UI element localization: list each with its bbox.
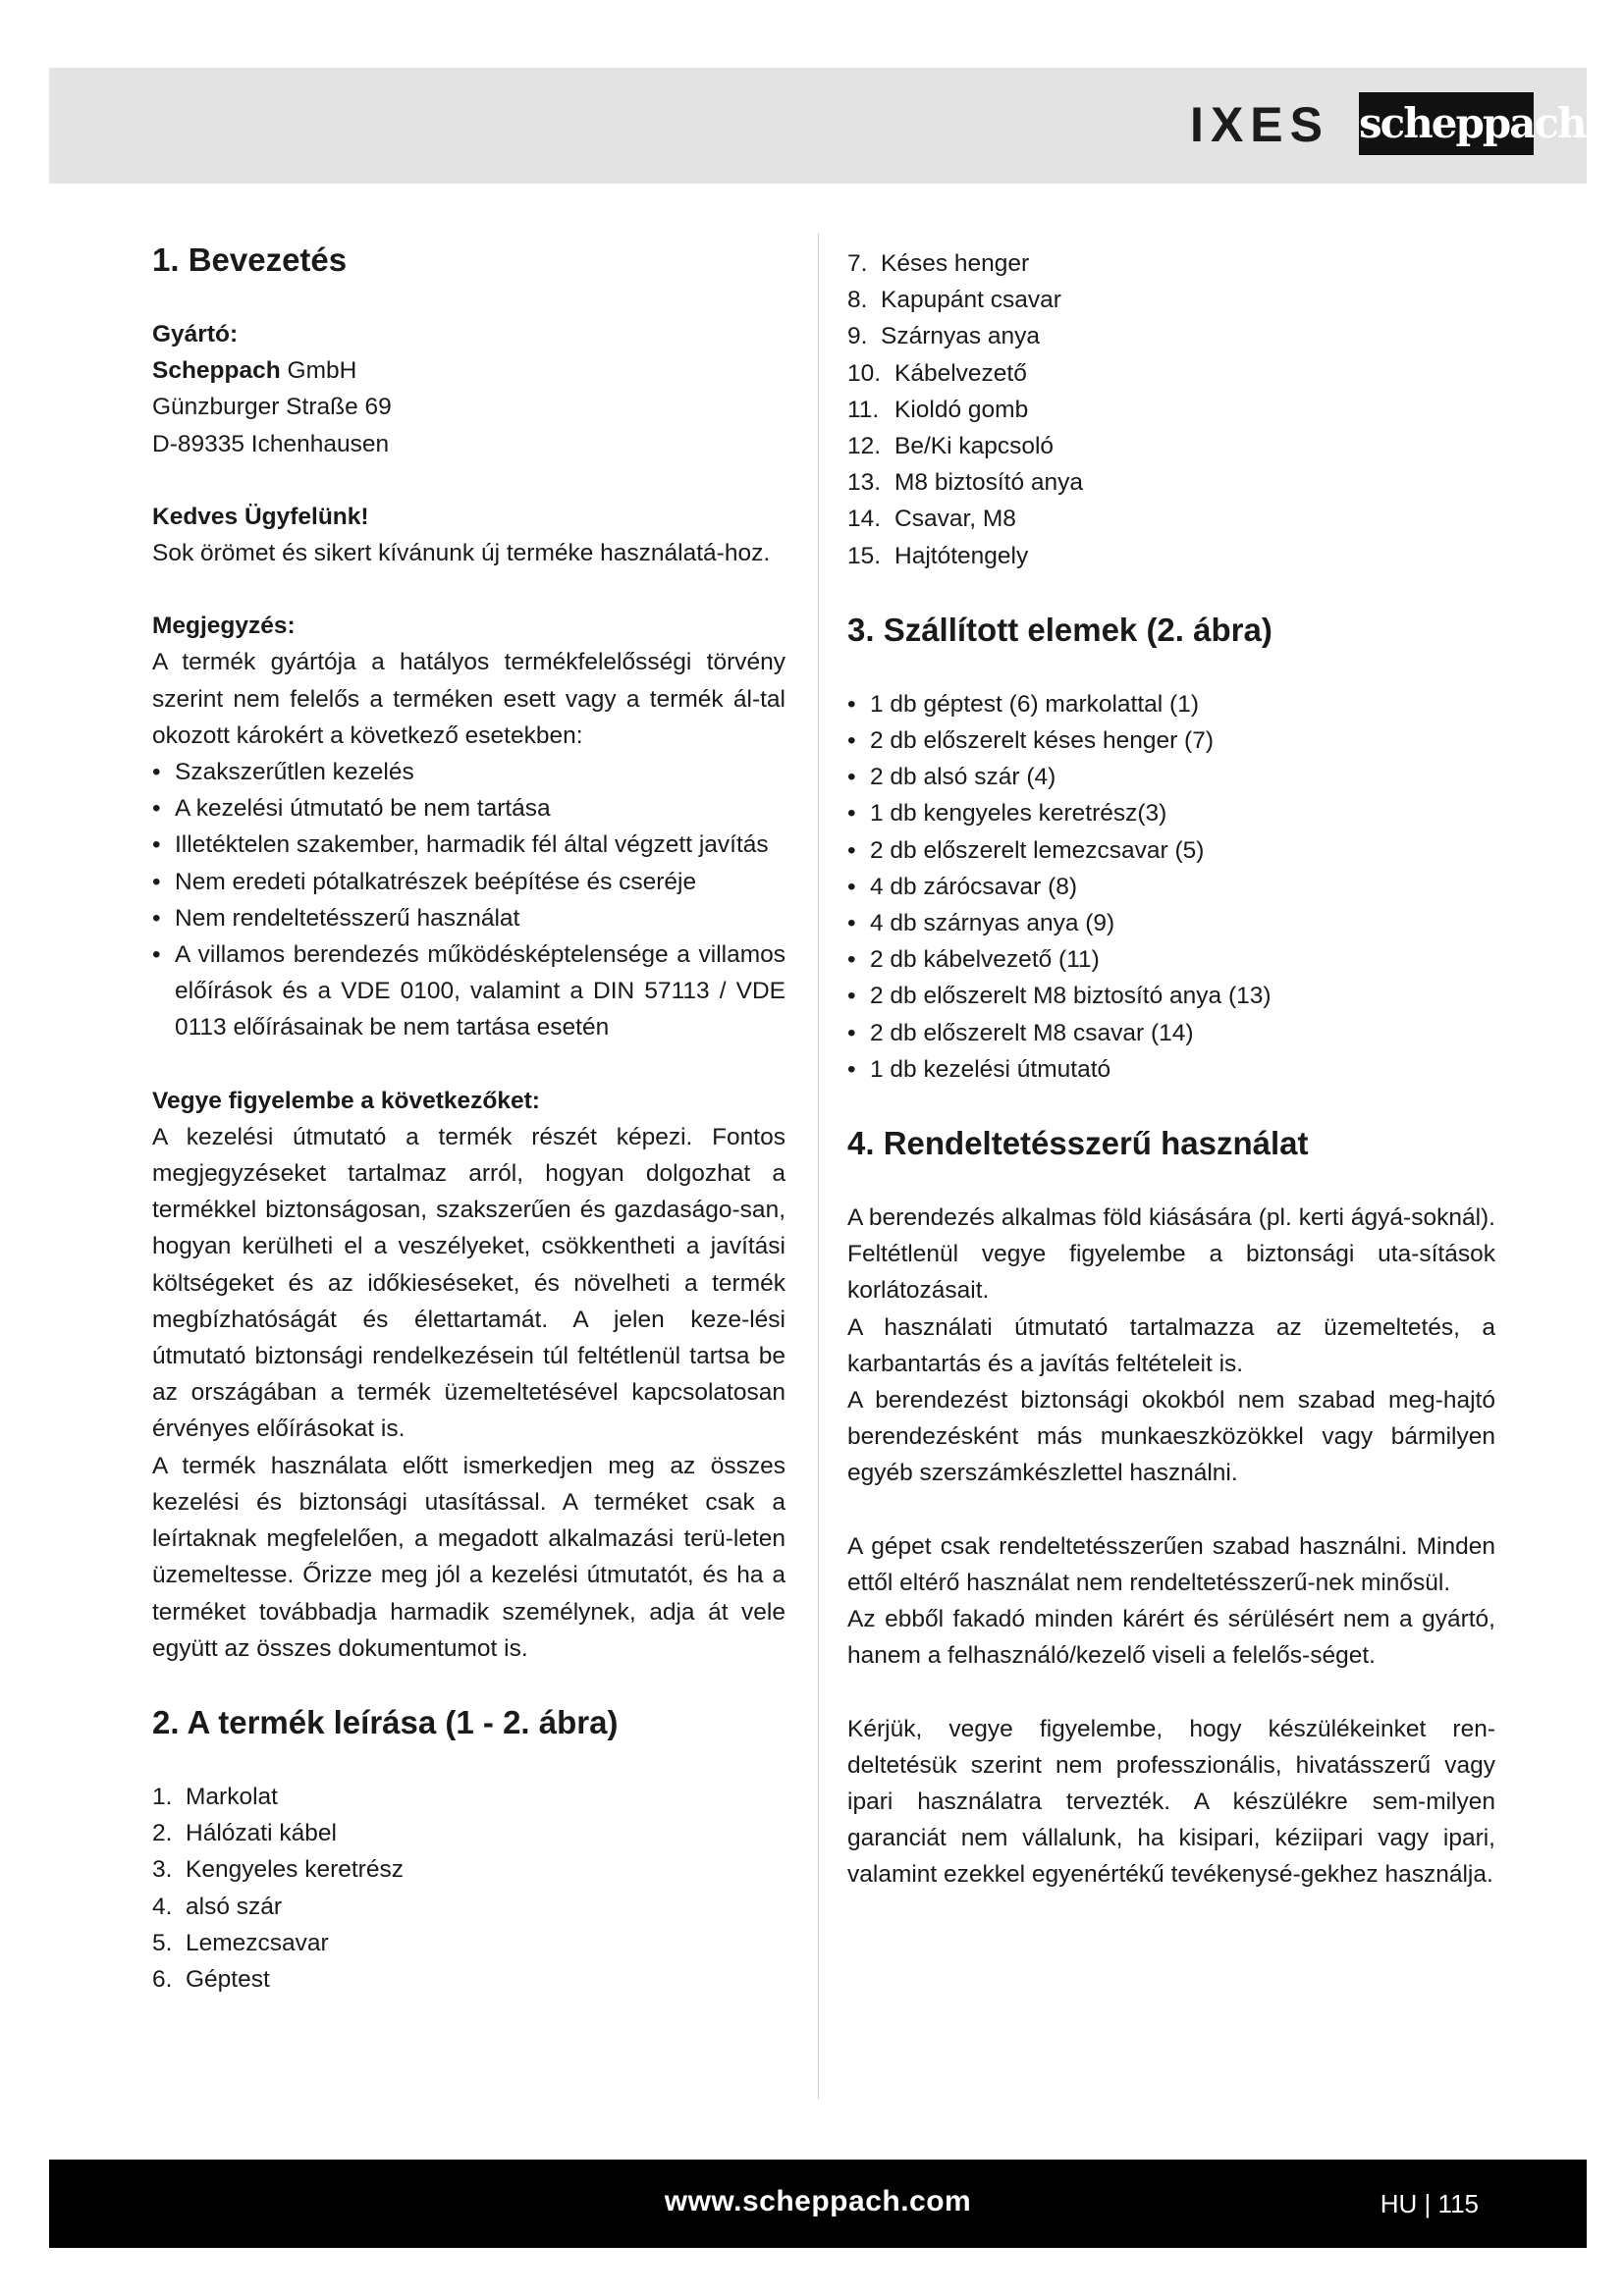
- list-item: [847, 464, 1495, 501]
- item-text: Hálózati kábel: [186, 1820, 337, 1847]
- greeting-text: Sok örömet és sikert kívánunk új terméke használatá-hoz.: [152, 540, 771, 567]
- item-text: Hajtótengely: [894, 542, 1029, 569]
- list-item: [847, 318, 1495, 354]
- item-text: Géptest: [186, 1965, 270, 1993]
- item-number: 14.: [847, 506, 882, 533]
- list-item: [847, 355, 1495, 392]
- list-item: [847, 282, 1495, 318]
- use-paragraph-6: Kérjük, vegye figyelembe, hogy készülékeinket ren-deltetésük szerint nem professzionális, hivatásszerű vagy ipari használatra tervezték. A készülékre sem-milyen garanciát nem vállalunk, ha kisipari, kéziipari vagy ipari, valamint ezekkel egyenértékű tevékenysé-gekhez használja.: [847, 1715, 1495, 1889]
- section-3-title: 3. Szállított elemek (2. ábra): [847, 611, 1272, 648]
- manufacturer-label: Gyártó:: [152, 321, 239, 347]
- item-number: 7.: [847, 250, 868, 277]
- note-list: [152, 754, 785, 1046]
- scheppach-logo: scheppach: [1359, 92, 1534, 155]
- use-paragraph-2: A használati útmutató tartalmazza az üzemeltetés, a karbantartás és a javítás feltételeit is.: [847, 1313, 1495, 1377]
- list-item: • Szakszerűtlen kezelés: [152, 754, 785, 790]
- ixes-logo: IXES: [1190, 97, 1329, 152]
- list-item: • 2 db előszerelt M8 biztosító anya (13): [847, 978, 1495, 1014]
- list-item: • A villamos berendezés működésképtelensége a villamos előírások és a VDE 0100, valamint a DIN 57113 / VDE 0113 előírásainak be nem tartása esetén: [152, 936, 785, 1046]
- item-text: Lemezcsavar: [186, 1929, 329, 1956]
- observe-label: Vegye figyelembe a következőket:: [152, 1087, 540, 1114]
- company-name-rest: GmbH: [280, 357, 357, 385]
- list-item: [152, 1779, 785, 1815]
- item-text: Kioldó gomb: [894, 396, 1029, 423]
- list-item: [152, 1815, 785, 1851]
- page-header: [49, 68, 1587, 184]
- company-name-bold: Scheppach: [152, 357, 281, 385]
- note-label: Megjegyzés:: [152, 613, 296, 640]
- list-item: [152, 1925, 785, 1961]
- item-text: alsó szár: [186, 1893, 283, 1920]
- list-item: • 4 db szárnyas anya (9): [847, 905, 1495, 941]
- item-number: 15.: [847, 542, 882, 569]
- list-item: • 2 db kábelvezető (11): [847, 941, 1495, 978]
- list-item: • Nem eredeti pótalkatrészek beépítése és cseréje: [152, 864, 785, 900]
- item-number: 8.: [847, 287, 868, 314]
- page-footer: [49, 2160, 1587, 2248]
- list-item: [847, 428, 1495, 464]
- parts-list: [152, 1779, 785, 1998]
- item-number: 4.: [152, 1893, 173, 1920]
- list-item: [152, 1851, 785, 1888]
- list-item: • 4 db zárócsavar (8): [847, 869, 1495, 905]
- use-paragraph-5: Az ebből fakadó minden kárért és sérülésért nem a gyártó, hanem a felhasználó/kezelő viseli a felelős-séget.: [847, 1606, 1495, 1670]
- left-column: [152, 228, 785, 1998]
- item-text: Kapupánt csavar: [881, 287, 1061, 314]
- list-item: • Nem rendeltetésszerű használat: [152, 900, 785, 936]
- page-number: HU | 115: [1380, 2189, 1479, 2218]
- list-item: [152, 1961, 785, 1998]
- list-item: • 2 db előszerelt késes henger (7): [847, 722, 1495, 759]
- right-column: [847, 245, 1495, 1894]
- item-number: 13.: [847, 469, 882, 497]
- footer-url: www.scheppach.com: [664, 2185, 972, 2217]
- list-item: • 1 db géptest (6) markolattal (1): [847, 686, 1495, 722]
- list-item: • A kezelési útmutató be nem tartása: [152, 790, 785, 827]
- note-text: A termék gyártója a hatályos termékfelelősségi törvény szerint nem felelős a terméken esett vagy a termék ál-tal okozott károkért a következő esetekben:: [152, 649, 785, 749]
- column-divider: [818, 234, 819, 2099]
- greeting-label: Kedves Ügyfelünk!: [152, 503, 369, 530]
- item-text: Csavar, M8: [894, 506, 1016, 533]
- list-item: [847, 392, 1495, 428]
- item-text: Szárnyas anya: [881, 323, 1041, 350]
- section-4-title: 4. Rendeltetésszerű használat: [847, 1125, 1309, 1162]
- item-text: Kábelvezető: [894, 359, 1027, 387]
- item-number: 10.: [847, 359, 882, 387]
- use-paragraph-1: A berendezés alkalmas föld kiásására (pl. kerti ágyá-soknál). Feltétlenül vegye figyelembe a biztonsági uta-sítások korlátozásait.: [847, 1204, 1495, 1305]
- item-text: M8 biztosító anya: [894, 469, 1084, 497]
- item-number: 6.: [152, 1965, 173, 1993]
- item-text: Késes henger: [881, 250, 1030, 277]
- list-item: • 1 db kezelési útmutató: [847, 1051, 1495, 1088]
- observe-paragraph-2: A termék használata előtt ismerkedjen meg az összes kezelési és biztonsági utasítással. A terméket csak a leírtaknak megfelelően, a megadott alkalmazási terü-leten üzemeltesse. Őrizze meg jól a kezelési útmutatót, és ha a terméket továbbadja harmadik személynek, adja át vele együtt az összes dokumentumot is.: [152, 1452, 785, 1662]
- observe-paragraph-1: A kezelési útmutató a termék részét képezi. Fontos megjegyzéseket tartalmaz arról, hogyan dolgozhat a termékkel biztonságosan, szakszerűen és gazdaságo-san, hogyan kerülheti el a veszélyeket, csökkentheti a javítási költségeket és az időkieséseket, és növelheti a termék megbízhatóságát és élettartamát. A jelen keze-lési útmutató biztonsági rendelkezésein túl feltétlenül tartsa be az országában a termék üzemeltetésével kapcsolatosan érvényes előírásokat is.: [152, 1123, 785, 1443]
- section-1-title: 1. Bevezetés: [152, 241, 348, 278]
- item-number: 9.: [847, 323, 868, 350]
- company-name: [152, 352, 785, 389]
- list-item: • 2 db előszerelt M8 csavar (14): [847, 1015, 1495, 1051]
- item-number: 12.: [847, 433, 882, 460]
- list-item: [847, 501, 1495, 537]
- item-number: 1.: [152, 1783, 173, 1810]
- use-paragraph-3: A berendezést biztonsági okokból nem szabad meg-hajtó berendezésként más munkaeszközökkel vagy bármilyen egyéb szerszámkészlettel használni.: [847, 1387, 1495, 1487]
- list-item: [847, 245, 1495, 282]
- parts-list-continued: [847, 245, 1495, 574]
- address-city: D-89335 Ichenhausen: [152, 430, 390, 457]
- list-item: • 2 db előszerelt lemezcsavar (5): [847, 832, 1495, 869]
- use-paragraph-4: A gépet csak rendeltetésszerűen szabad használni. Minden ettől eltérő használat nem rendeltetésszerű-nek minősül.: [847, 1532, 1495, 1596]
- delivered-list: [847, 686, 1495, 1088]
- list-item: [152, 1889, 785, 1925]
- item-text: Be/Ki kapcsoló: [894, 433, 1055, 460]
- item-text: Kengyeles keretrész: [186, 1856, 404, 1884]
- item-number: 11.: [847, 396, 880, 423]
- list-item: [847, 538, 1495, 574]
- list-item: • 2 db alsó szár (4): [847, 759, 1495, 795]
- item-number: 5.: [152, 1929, 173, 1956]
- address-street: Günzburger Straße 69: [152, 394, 392, 421]
- section-2-title: 2. A termék leírása (1 - 2. ábra): [152, 1703, 619, 1740]
- list-item: • Illetéktelen szakember, harmadik fél által végzett javítás: [152, 827, 785, 863]
- list-item: • 1 db kengyeles keretrész(3): [847, 795, 1495, 831]
- item-number: 3.: [152, 1856, 173, 1884]
- item-text: Markolat: [186, 1783, 278, 1810]
- item-number: 2.: [152, 1820, 173, 1847]
